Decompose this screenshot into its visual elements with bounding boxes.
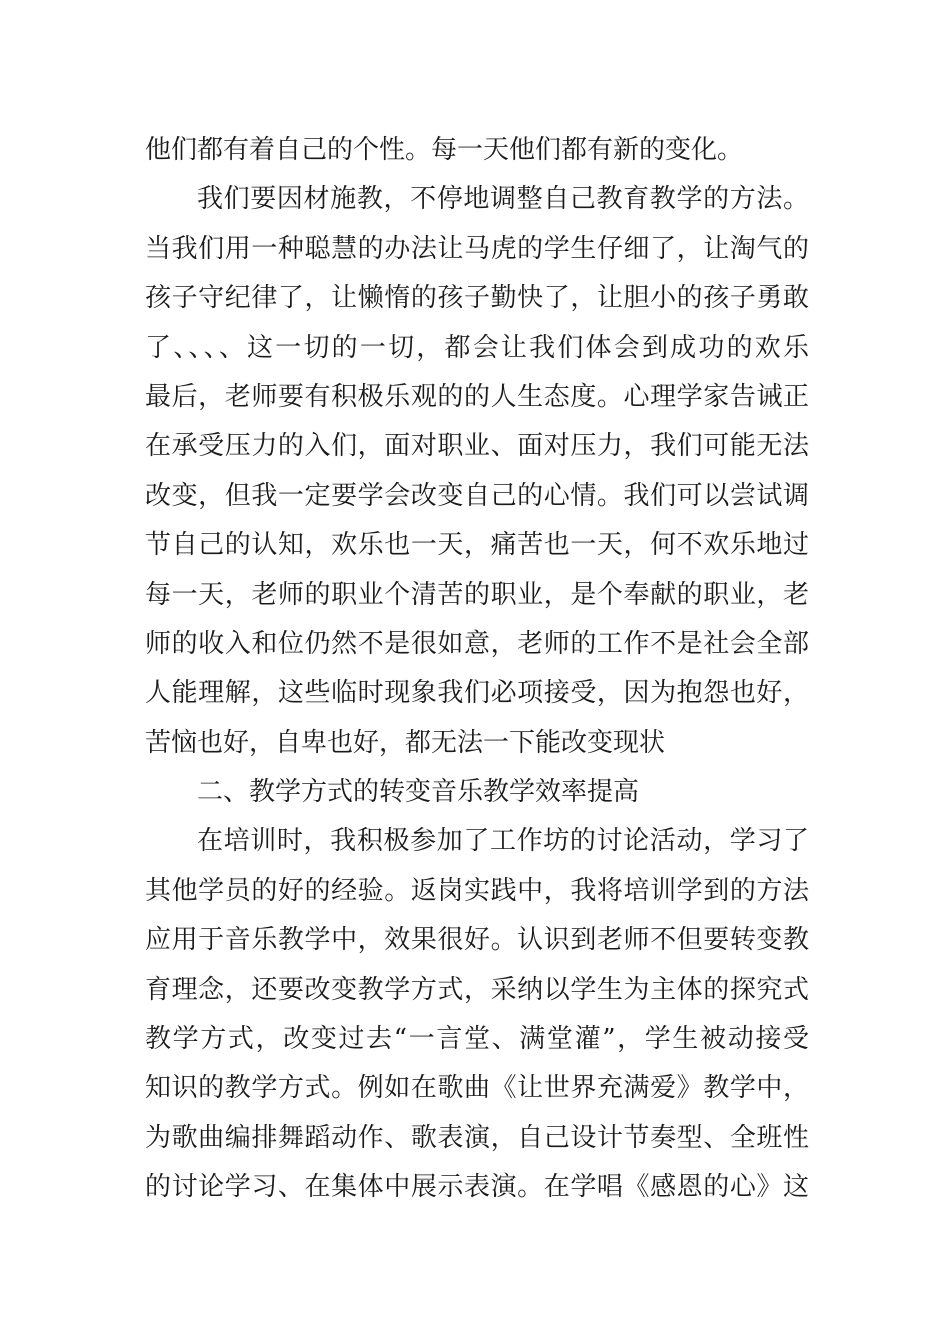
text-line: 每一天，老师的职业个清苦的职业，是个奉献的职业，老 xyxy=(145,579,809,610)
text-line: 应用于音乐教学中，效果很好。认识到老师不但要转变教 xyxy=(145,925,809,956)
text-line: 节自己的认知，欢乐也一天，痛苦也一天，何不欢乐地过 xyxy=(145,530,809,561)
body-text xyxy=(145,126,809,1213)
text-line: 在承受压力的入们，面对职业、面对压力，我们可能无法 xyxy=(145,431,809,462)
text-line: 在培训时，我积极参加了工作坊的讨论活动，学习了 xyxy=(197,826,809,857)
section-heading: 二、教学方式的转变音乐教学效率提高 xyxy=(197,777,640,808)
text-line: 其他学员的好的经验。返岗实践中，我将培训学到的方法 xyxy=(145,875,809,906)
text-line: 育理念，还要改变教学方式，采纳以学生为主体的探究式 xyxy=(145,974,809,1005)
text-line: 知识的教学方式。例如在歌曲《让世界充满爱》教学中， xyxy=(145,1073,809,1104)
text-line: 人能理解，这些临时现象我们必项接受，因为抱怨也好， xyxy=(145,678,809,709)
text-line: 改变，但我一定要学会改变自己的心情。我们可以尝试调 xyxy=(145,480,809,511)
text-line: 师的收入和位仍然不是很如意，老师的工作不是社会全部 xyxy=(145,628,809,659)
text-line: 他们都有着自己的个性。每一天他们都有新的变化。 xyxy=(145,135,744,165)
text-line: 我们要因材施教，不停地调整自己教育教学的方法。 xyxy=(197,184,809,215)
text-line: 苦恼也好，自卑也好，都无法一下能改变现状 xyxy=(145,727,666,758)
text-line: 的讨论学习、在集体中展示表演。在学唱《感恩的心》这 xyxy=(145,1172,809,1203)
text-line: 当我们用一种聪慧的办法让马虎的学生仔细了，让淘气的 xyxy=(145,233,809,264)
text-line: 最后，老师要有积极乐观的的人生态度。心理学家告诫正 xyxy=(145,381,809,412)
text-line: 孩子守纪律了，让懒惰的孩子勤快了，让胆小的孩子勇敢 xyxy=(145,283,809,314)
text-line: 教学方式，改变过去“一言堂、满堂灌”，学生被动接受 xyxy=(145,1024,809,1055)
text-line: 为歌曲编排舞蹈动作、歌表演，自己设计节奏型、全班性 xyxy=(145,1122,809,1153)
text-line: 了、、、、这一切的一切，都会让我们体会到成功的欢乐 xyxy=(145,332,809,363)
